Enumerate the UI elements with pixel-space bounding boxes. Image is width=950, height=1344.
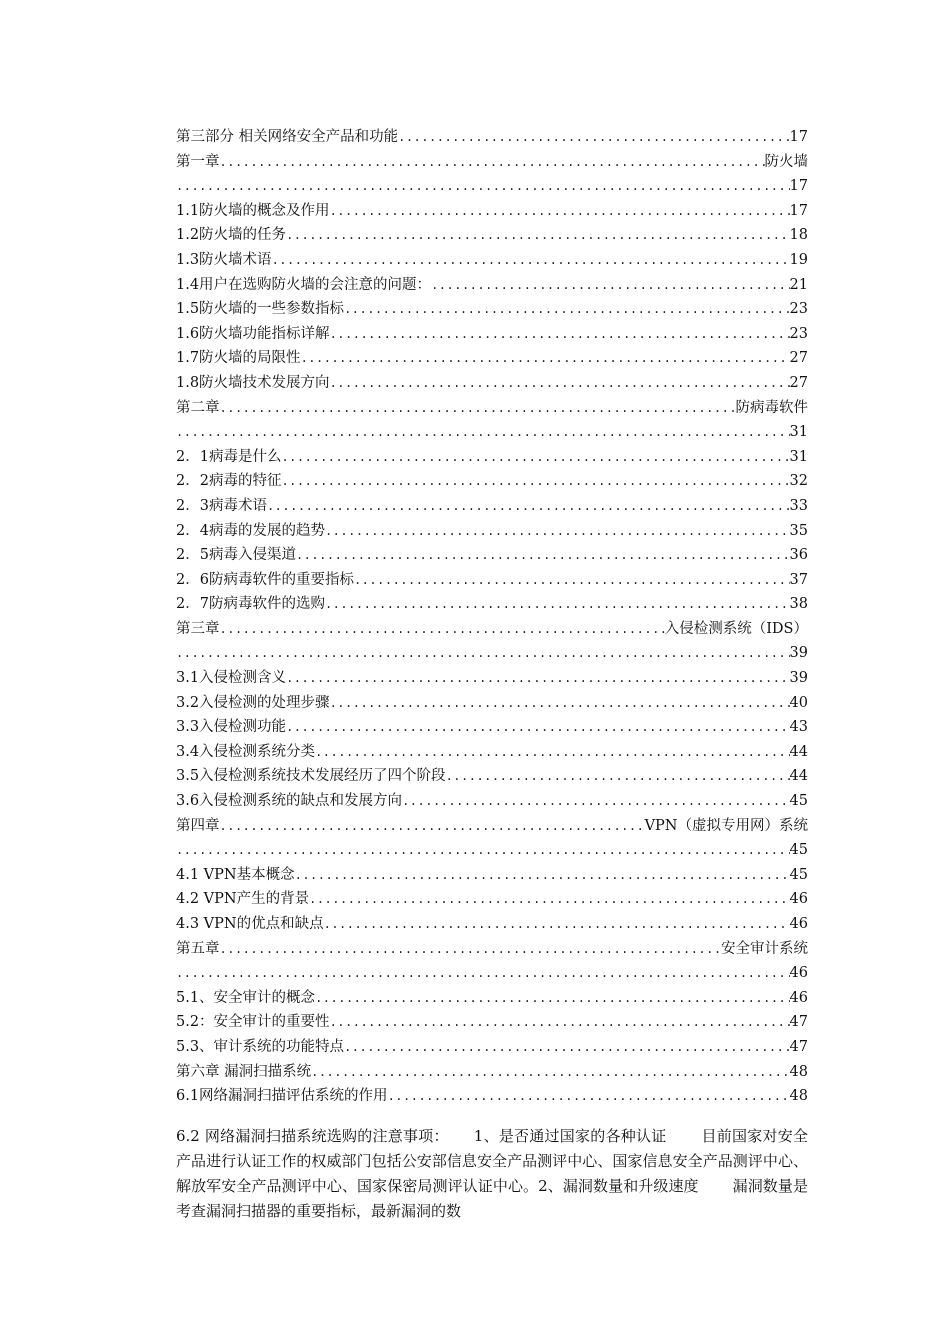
toc-leader-dots — [388, 1084, 790, 1109]
toc-entry-page: 48 — [789, 1088, 808, 1105]
toc-entry-title: 4.3 VPN的优点和缺点 — [176, 916, 324, 932]
toc-entry[interactable] — [176, 912, 808, 937]
toc-entry[interactable] — [176, 986, 808, 1011]
toc-entry-page: 27 — [789, 374, 808, 391]
toc-entry-page: 18 — [789, 227, 808, 244]
toc-entry-page: 44 — [789, 768, 808, 785]
toc-entry-title: 3.2入侵检测的处理步骤 — [176, 694, 330, 711]
toc-leader-dots — [402, 789, 789, 814]
toc-entry-page: 47 — [789, 1038, 808, 1055]
toc-entry[interactable] — [176, 863, 808, 888]
table-of-contents — [176, 125, 808, 1109]
toc-entry-page: 39 — [789, 670, 808, 687]
toc-entry[interactable] — [176, 469, 808, 494]
toc-leader-dots — [176, 838, 790, 863]
toc-entry-title: 1.5防火墙的一些参数指标 — [176, 301, 345, 318]
toc-entry-page: 防病毒软件 — [735, 399, 808, 416]
toc-entry-title: 1.3防火墙术语 — [176, 251, 272, 268]
toc-entry-page: 48 — [789, 1063, 808, 1080]
toc-entry-page: 35 — [789, 522, 808, 539]
toc-leader-dots — [354, 568, 790, 593]
toc-entry-page: 33 — [789, 497, 808, 514]
toc-entry-page: 17 — [789, 178, 808, 195]
toc-entry-title: 5.2：安全审计的重要性 — [176, 1014, 330, 1031]
paragraph-text: 6.2 网络漏洞扫描系统选购的注意事项： 1、是否通过国家的各种认证 目前国家对安全产品进行认证工作的权威部门包括公安部信息安全产品测评中心、国家信息安全产品测评中心、解放军安全产品测评中心、国家保密局测评认证中心。2、漏洞数量和升级速度 漏洞数量是考查漏洞扫描器的重要指标，最新漏洞的数 — [176, 1127, 808, 1220]
toc-entry-title: 1.4用户在选购防火墙的会注意的问题： — [176, 276, 432, 293]
toc-entry[interactable] — [176, 592, 808, 617]
toc-entry-title: 2．3病毒术语 — [176, 497, 267, 514]
toc-entry-page: 40 — [789, 694, 808, 711]
toc-entry-page: VPN（虚拟专用网）系统 — [644, 817, 808, 834]
toc-entry[interactable] — [176, 371, 808, 396]
toc-leader-dots — [446, 764, 790, 789]
toc-entry[interactable] — [176, 125, 808, 150]
toc-entry-page: 45 — [789, 793, 808, 810]
toc-leader-dots — [220, 150, 765, 175]
toc-entry-page: 17 — [789, 129, 808, 145]
toc-entry[interactable] — [176, 937, 808, 962]
toc-leader-dots — [176, 174, 790, 199]
toc-entry[interactable] — [176, 568, 808, 593]
toc-entry-page: 37 — [789, 571, 808, 588]
toc-entry-title: 第五章 — [176, 940, 220, 957]
toc-entry-title: 第三部分 相关网络安全产品和功能 — [176, 129, 399, 145]
toc-entry[interactable] — [176, 273, 808, 298]
toc-entry-page: 45 — [789, 842, 808, 859]
toc-leader-dots — [176, 641, 790, 666]
toc-leader-dots — [325, 592, 790, 617]
toc-leader-dots — [330, 199, 790, 224]
toc-entry[interactable] — [176, 396, 808, 421]
toc-entry-title: 2．6防病毒软件的重要指标 — [176, 571, 354, 588]
toc-entry[interactable] — [176, 1060, 808, 1085]
toc-leader-dots — [272, 248, 790, 273]
toc-leader-dots — [176, 420, 790, 445]
toc-leader-dots — [176, 961, 790, 986]
toc-entry-page: 46 — [789, 989, 808, 1006]
toc-leader-dots — [267, 494, 790, 519]
toc-entry[interactable] — [176, 322, 808, 347]
toc-entry-title: 3.1入侵检测含义 — [176, 670, 287, 687]
toc-entry-title: 1.7防火墙的局限性 — [176, 350, 301, 367]
toc-entry[interactable] — [176, 223, 808, 248]
toc-entry-title: 3.3入侵检测功能 — [176, 719, 287, 736]
toc-leader-dots — [220, 937, 722, 962]
toc-leader-dots — [301, 346, 790, 371]
toc-entry-title: 2．2病毒的特征 — [176, 473, 282, 490]
toc-entry-page: 防火墙 — [764, 153, 808, 170]
toc-entry-title: 第二章 — [176, 399, 220, 416]
toc-entry-title: 4.1 VPN基本概念 — [176, 866, 295, 883]
toc-entry-page: 31 — [789, 448, 808, 465]
toc-entry-title: 第一章 — [176, 153, 220, 170]
toc-entry-title: 3.4入侵检测系统分类 — [176, 743, 316, 760]
toc-entry[interactable] — [176, 814, 808, 839]
toc-entry[interactable] — [176, 494, 808, 519]
toc-entry[interactable] — [176, 346, 808, 371]
toc-entry-page: 47 — [789, 1014, 808, 1031]
toc-entry[interactable] — [176, 691, 808, 716]
toc-leader-dots — [286, 715, 789, 740]
toc-entry-page: 17 — [789, 202, 808, 219]
toc-leader-dots — [286, 223, 789, 248]
toc-entry[interactable] — [176, 248, 808, 273]
toc-entry-title: 1.8防火墙技术发展方向 — [176, 374, 330, 391]
toc-entry-title: 1.2防火墙的任务 — [176, 227, 287, 244]
toc-entry[interactable] — [176, 740, 808, 765]
toc-entry[interactable] — [176, 1010, 808, 1035]
toc-leader-dots — [296, 543, 790, 568]
toc-leader-dots — [315, 740, 789, 765]
toc-entry-page: 43 — [789, 719, 808, 736]
toc-entry-page: 36 — [789, 547, 808, 564]
toc-entry[interactable] — [176, 789, 808, 814]
toc-entry-page: 27 — [789, 350, 808, 367]
toc-entry-page: 38 — [789, 596, 808, 613]
toc-entry[interactable] — [176, 666, 808, 691]
toc-leader-dots — [330, 691, 790, 716]
toc-entry-title: 2．4病毒的发展的趋势 — [176, 522, 325, 539]
toc-leader-dots — [325, 519, 790, 544]
toc-leader-dots — [344, 297, 789, 322]
toc-entry-page: 19 — [789, 251, 808, 268]
toc-entry-page: 安全审计系统 — [721, 940, 808, 957]
toc-entry[interactable] — [176, 887, 808, 912]
toc-leader-dots — [398, 125, 789, 150]
toc-leader-dots — [295, 863, 790, 888]
toc-entry-page: 入侵检测系统（IDS） — [664, 620, 808, 637]
toc-leader-dots — [330, 1010, 790, 1035]
toc-entry-page: 32 — [789, 473, 808, 490]
toc-entry[interactable] — [176, 961, 808, 986]
toc-entry-title: 1.1防火墙的概念及作用 — [176, 202, 330, 219]
toc-entry[interactable] — [176, 174, 808, 199]
toc-entry[interactable] — [176, 297, 808, 322]
toc-entry-page: 23 — [789, 325, 808, 342]
toc-leader-dots — [344, 1035, 789, 1060]
toc-leader-dots — [330, 322, 790, 347]
toc-entry-title: 第四章 — [176, 817, 220, 834]
toc-entry-title: 第三章 — [176, 620, 220, 637]
toc-entry-title: 2．1病毒是什么 — [176, 448, 282, 465]
toc-entry-page: 46 — [789, 916, 808, 932]
toc-entry[interactable] — [176, 519, 808, 544]
toc-entry-title: 5.3、审计系统的功能特点 — [176, 1038, 345, 1055]
toc-entry[interactable] — [176, 715, 808, 740]
toc-entry[interactable] — [176, 641, 808, 666]
toc-leader-dots — [431, 273, 789, 298]
toc-entry[interactable] — [176, 838, 808, 863]
toc-leader-dots — [315, 986, 789, 1011]
toc-entry-page: 31 — [789, 424, 808, 441]
toc-entry-page: 39 — [789, 645, 808, 662]
toc-leader-dots — [324, 912, 790, 937]
toc-leader-dots — [286, 666, 789, 691]
toc-entry-page: 45 — [789, 866, 808, 883]
toc-leader-dots — [281, 445, 789, 470]
toc-entry[interactable] — [176, 543, 808, 568]
toc-entry-title: 3.6入侵检测系统的缺点和发展方向 — [176, 793, 403, 810]
toc-leader-dots — [220, 396, 736, 421]
toc-entry-page: 21 — [789, 276, 808, 293]
toc-entry-title: 2．7防病毒软件的选购 — [176, 596, 325, 613]
toc-entry-page: 23 — [789, 301, 808, 318]
toc-leader-dots — [281, 469, 789, 494]
toc-leader-dots — [311, 1060, 789, 1085]
toc-entry[interactable] — [176, 150, 808, 175]
toc-entry[interactable] — [176, 420, 808, 445]
toc-leader-dots — [220, 814, 645, 839]
toc-entry-title: 3.5入侵检测系统技术发展经历了四个阶段 — [176, 768, 446, 785]
toc-leader-dots — [330, 371, 790, 396]
toc-entry[interactable] — [176, 199, 808, 224]
toc-entry-title: 第六章 漏洞扫描系统 — [176, 1063, 312, 1080]
toc-entry-page: 44 — [789, 743, 808, 760]
toc-entry[interactable] — [176, 445, 808, 470]
toc-entry-title: 4.2 VPN产生的背景 — [176, 891, 310, 908]
toc-leader-dots — [309, 887, 789, 912]
toc-entry[interactable] — [176, 617, 808, 642]
toc-leader-dots — [220, 617, 665, 642]
toc-entry[interactable] — [176, 1035, 808, 1060]
toc-entry-page: 46 — [789, 891, 808, 908]
toc-entry-page: 46 — [789, 965, 808, 982]
toc-entry-title: 6.1网络漏洞扫描评估系统的作用 — [176, 1088, 388, 1105]
body-paragraph — [176, 1124, 808, 1224]
toc-entry[interactable] — [176, 764, 808, 789]
toc-entry-title: 5.1、安全审计的概念 — [176, 989, 316, 1006]
toc-entry-title: 1.6防火墙功能指标详解 — [176, 325, 330, 342]
toc-entry-title: 2．5病毒入侵渠道 — [176, 547, 296, 564]
toc-entry[interactable] — [176, 1084, 808, 1109]
